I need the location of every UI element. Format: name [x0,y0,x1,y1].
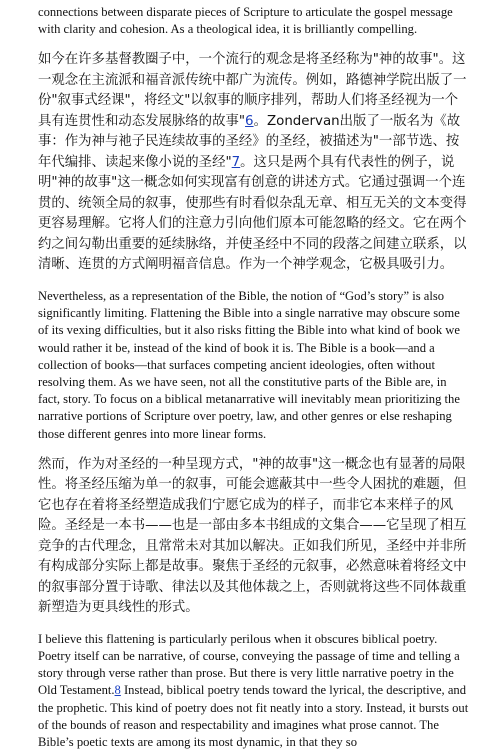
footnote-link-7[interactable]: 7 [231,154,241,170]
footnote-link-6[interactable]: 6 [245,113,254,129]
paragraph-text: 如今在许多基督教圈子中，一个流行的观念是将圣经称为"神的故事"。这一观念在主流派和福音派传统中都广为流传。例如，路德神学院出版了一份"叙事式经课"，将经文"以叙事的顺序排列，帮助人们将圣经视为一个具有连贯性和动态发展脉络的故事" [38,52,467,129]
paragraph-text: 然而，作为对圣经的一种呈现方式，"神的故事"这一概念也有显著的局限性。将圣经压缩为单一的叙事，可能会遮蔽其中一些令人困扰的难题，但它也存在着将圣经塑造成我们宁愿它成为的样子，而非它本来样子的风险。圣经是一本书——也是一部由多本书组成的文集合——它呈现了相互竞争的古代理念，且常常未对其加以解决。正如我们所见，圣经中并非所有构成部分实际上都是故事。聚焦于圣经的元叙事，必然意味着将经文中的叙事部分置于诗歌、律法以及其他体裁之上，否则就将这些不同体裁重新塑造为更具线性的形式。 [38,456,467,616]
paragraph-en-poetry [38,631,470,751]
paragraph-text: connections between disparate pieces of Scripture to articulate the gospel message with clarity and cohesion. As a theological idea, it is brilliantly compelling. [38,5,453,37]
paragraph-en-intro-end [38,4,470,38]
paragraph-en-limiting [38,288,470,443]
paragraph-zh-gods-story [38,50,470,276]
paragraph-zh-limiting [38,455,470,619]
footnote-link-8[interactable]: 8 [114,683,121,698]
paragraph-text: Nevertheless, as a representation of the Bible, the notion of “God’s story” is also significantly limiting. Flattening the Bible into a single narrative may obscure some of its vexing difficulties, but it also risks fitting the Bible into what kind of book we would rather it be, instead of the kind of book it is. The Bible is a book—and a collection of books—that surfaces competing ancient ideologies, often without resolving them. As we have seen, not all the constitutive parts of the Bible are, in fact, story. To focus on a biblical metanarrative will inevitably mean prioritizing the narrative portions of Scripture over poetry, law, and other genres or else reshaping those different genres into more linear forms. [38,288,460,441]
paragraph-text: 。Zondervan出版了一版名为《故事：作为神与祂子民连续故事的圣经》的圣经，被描述为"一部节选、按年代编排、读起来像小说的圣经" [38,113,461,170]
paragraph-text: Instead, biblical poetry tends toward the lyrical, the descriptive, and the prophetic. This kind of poetry does not fit neatly into a story. Instead, it bursts out of the bounds of reason and respectability and imagines what prose cannot. The Bible’s poetic texts are among its most dynamic, in that they so [38,683,469,749]
paragraph-text: 。这只是两个具有代表性的例子，说明"神的故事"这一概念如何实现富有创意的讲述方式。它通过强调一个连贯的、统领全局的叙事，使那些有时看似杂乱无章、相互无关的文本变得更容易理解。它将人们的注意力引向他们原本可能忽略的经文。它在两个约之间勾勒出重要的延续脉络，并使圣经中不同的段落之间建立联系，以清晰、连贯的方式阐明福音信息。作为一个神学观念，它极具吸引力。 [38,154,467,273]
paragraph-text: I believe this flattening is particularly perilous when it obscures biblical poetry. Poetry itself can be narrative, of course, conveying the passage of time and telling a story through verse rather than prose. But there is very little narrative poetry in the Old Testament. [38,631,460,698]
